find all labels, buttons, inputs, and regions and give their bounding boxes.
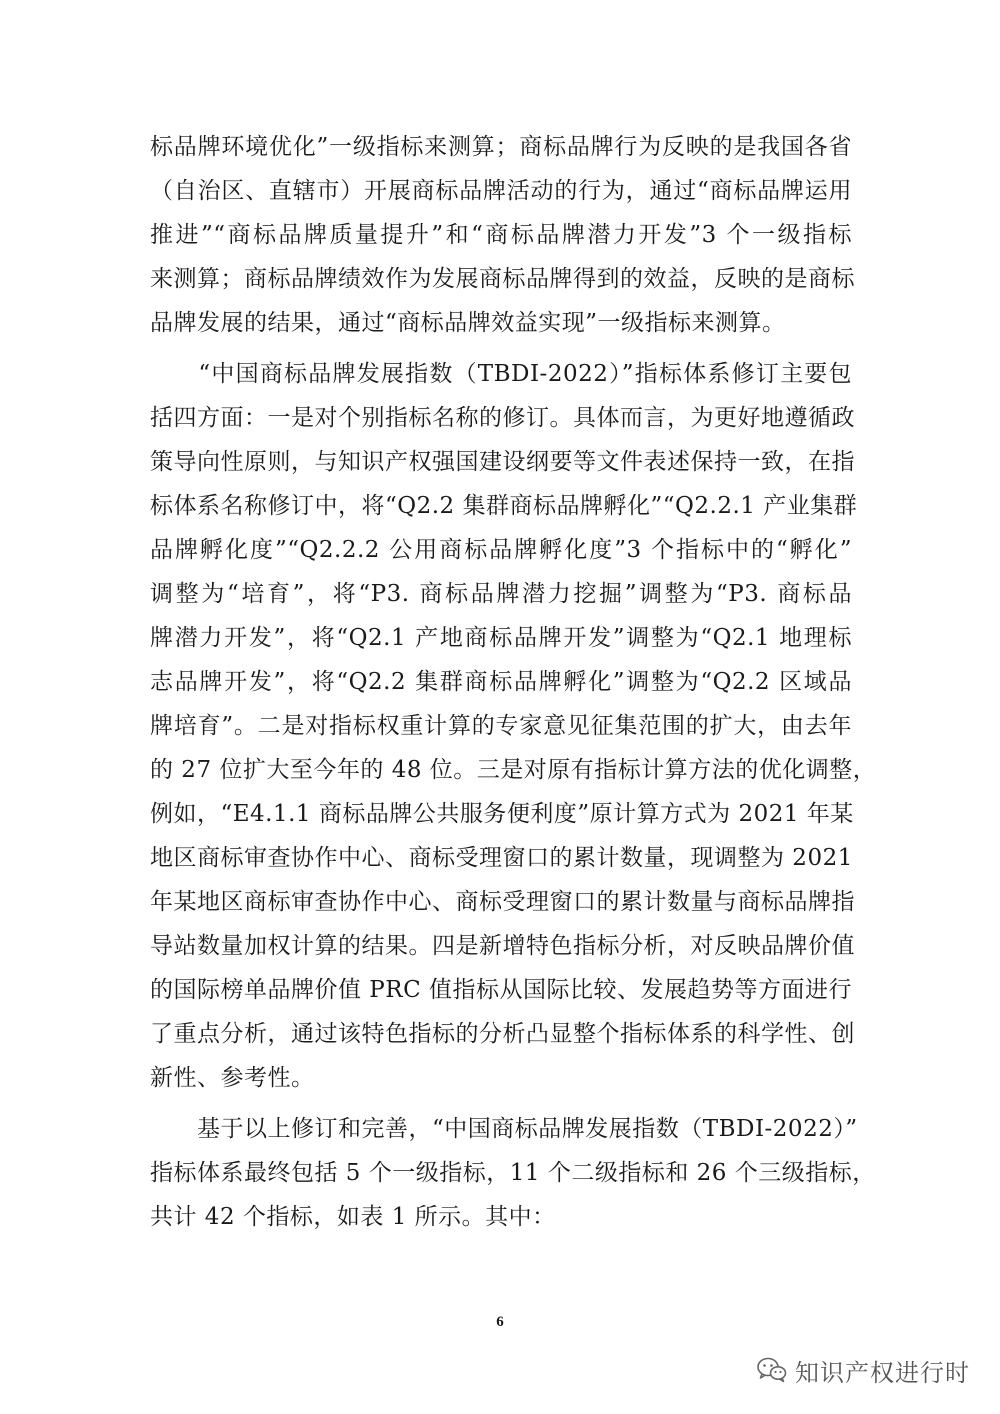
text-line: （自治区、直辖市）开展商标品牌活动的行为，通过“商标品牌运用 xyxy=(150,178,852,204)
watermark xyxy=(757,1350,970,1390)
text-line: 来测算；商标品牌绩效作为发展商标品牌得到的效益，反映的是商标 xyxy=(150,266,855,292)
text-line: 导站数量加权计算的结果。四是新增特色指标分析，对反映品牌价值 xyxy=(150,933,855,959)
paragraph xyxy=(150,352,877,1100)
text-line: 策导向性原则，与知识产权强国建设纲要等文件表述保持一致，在指 xyxy=(150,449,855,475)
wechat-icon xyxy=(757,1357,787,1383)
text-line: 牌培育”。二是对指标权重计算的专家意见征集范围的扩大，由去年 xyxy=(150,713,852,739)
text-line: 了重点分析，通过该特色指标的分析凸显整个指标体系的科学性、创 xyxy=(150,1021,855,1047)
text-line: 年某地区商标审查协作中心、商标受理窗口的累计数量与商标品牌指 xyxy=(150,889,855,915)
page-number: 6 xyxy=(496,1314,504,1330)
text-line: 括四方面：一是对个别指标名称的修订。具体而言，为更好地遵循政 xyxy=(150,405,855,431)
text-line: 牌潜力开发”，将“Q2.1 产地商标品牌开发”调整为“Q2.1 地理标 xyxy=(150,625,852,651)
text-line: 例如，“E4.1.1 商标品牌公共服务便利度”原计算方式为 2021 年某 xyxy=(150,801,854,827)
document-body xyxy=(150,125,877,1239)
text-line: 的 27 位扩大至今年的 48 位。三是对原有指标计算方法的优化调整， xyxy=(150,757,877,783)
paragraph xyxy=(150,1107,876,1239)
text-line: 品牌孵化度”“Q2.2.2 公用商标品牌孵化度”3 个指标中的“孵化” xyxy=(150,537,852,563)
text-line: 品牌发展的结果，通过“商标品牌效益实现”一级指标来测算。 xyxy=(150,310,786,336)
text-line: 志品牌开发”，将“Q2.2 集群商标品牌孵化”调整为“Q2.2 区域品 xyxy=(150,669,852,695)
text-line: 标品牌环境优化”一级指标来测算；商标品牌行为反映的是我国各省 xyxy=(150,134,852,160)
text-line: 标体系名称修订中，将“Q2.2 集群商标品牌孵化”“Q2.2.1 产业集群 xyxy=(150,493,858,519)
paragraph xyxy=(150,125,855,345)
text-line: 调整为“培育”，将“P3. 商标品牌潜力挖掘”调整为“P3. 商标品 xyxy=(150,581,852,607)
text-line: 指标体系最终包括 5 个一级指标，11 个二级指标和 26 个三级指标， xyxy=(150,1160,876,1186)
text-line: 基于以上修订和完善，“中国商标品牌发展指数（TBDI-2022）” xyxy=(150,1116,858,1142)
text-line: 地区商标审查协作中心、商标受理窗口的累计数量，现调整为 2021 xyxy=(150,845,853,871)
text-line: 新性、参考性。 xyxy=(150,1065,315,1091)
watermark-text: 知识产权进行时 xyxy=(795,1358,970,1387)
text-line: “中国商标品牌发展指数（TBDI-2022）”指标体系修订主要包 xyxy=(150,361,852,387)
text-line: 推进”“商标品牌质量提升”和“商标品牌潜力开发”3 个一级指标 xyxy=(150,222,852,248)
text-line: 的国际榜单品牌价值 PRC 值指标从国际比较、发展趋势等方面进行 xyxy=(150,977,853,1003)
text-line: 共计 42 个指标，如表 1 所示。其中： xyxy=(150,1204,556,1230)
